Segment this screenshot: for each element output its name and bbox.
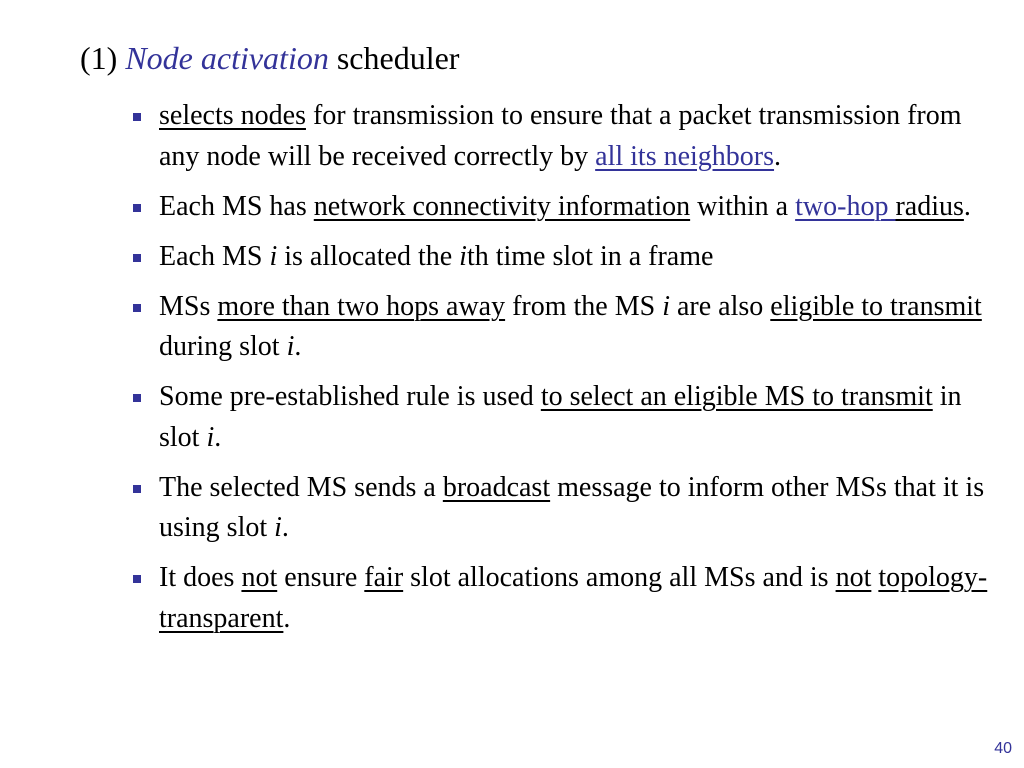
bullet-text: in slot [159,381,962,453]
italic-variable: i [459,240,467,272]
bullet-text: . [214,421,222,453]
underlined-text: eligible to transmit [770,290,982,322]
bullet-text: MSs [159,290,218,322]
bullet-text: ensure [277,562,365,593]
bullet-text: Some pre-established rule is used [159,381,541,412]
bullet-item [130,468,1000,549]
bullet-text: th time slot in a frame [466,240,714,272]
underlined-text: topology-transparent [159,562,988,634]
bullet-text: . [281,512,289,543]
underlined-text: radius [895,190,964,222]
bullet-text: is allocated the [277,240,460,272]
underlined-text: two-hop [795,190,896,222]
bullet-text: during slot [159,331,287,362]
bullet-square-icon [133,204,141,212]
bullet-square-icon [133,254,141,262]
bullet-text: . [774,140,782,172]
underlined-text: not [835,562,872,593]
bullet-text: . [283,602,291,634]
italic-variable: i [274,512,282,543]
bullet-text: from the MS [505,290,663,322]
bullet-square-icon [133,304,141,312]
slide-title [80,38,459,78]
bullet-item [130,237,1000,278]
bullet-text: within a [690,190,796,222]
bullet-text: The selected MS sends a [159,471,443,503]
italic-variable: i [662,290,670,322]
bullet-item [130,287,1000,368]
underlined-text: fair [364,562,404,593]
underlined-text: all its neighbors [595,140,775,172]
bullet-square-icon [133,394,141,402]
bullet-item [130,187,1000,228]
bullet-text: It does [159,562,242,593]
underlined-text: more than two hops away [217,290,506,322]
title-emphasis: Node activation [125,40,329,76]
bullet-item [130,377,1000,458]
page-number: 40 [994,740,1012,757]
bullet-square-icon [133,485,141,493]
bullet-text: Each MS [159,240,270,272]
bullet-item [130,96,1000,177]
bullet-text: for transmission to ensure that a packet transmission from any node will be received correctly by [159,100,962,172]
bullet-item [130,558,1000,639]
bullet-square-icon [133,575,141,583]
underlined-text: network connectivity information [313,190,691,222]
title-suffix: scheduler [328,40,460,76]
title-prefix: (1) [80,40,126,76]
underlined-text: selects nodes [159,100,306,131]
underlined-text: not [241,562,278,593]
italic-variable: i [286,331,295,362]
bullet-text: message to inform other MSs that it is using slot [159,471,985,543]
bullet-text: slot allocations among all MSs and is [403,562,836,593]
bullet-text: are also [669,290,771,322]
bullet-text: . [963,190,971,222]
bullet-square-icon [133,113,141,121]
underlined-text: to select an eligible MS to transmit [540,381,933,412]
bullet-text: . [294,331,302,362]
bullet-text: Each MS has [159,190,314,222]
italic-variable: i [269,240,278,272]
italic-variable: i [206,421,215,453]
underlined-text: broadcast [442,471,551,503]
bullet-list [130,96,1000,649]
